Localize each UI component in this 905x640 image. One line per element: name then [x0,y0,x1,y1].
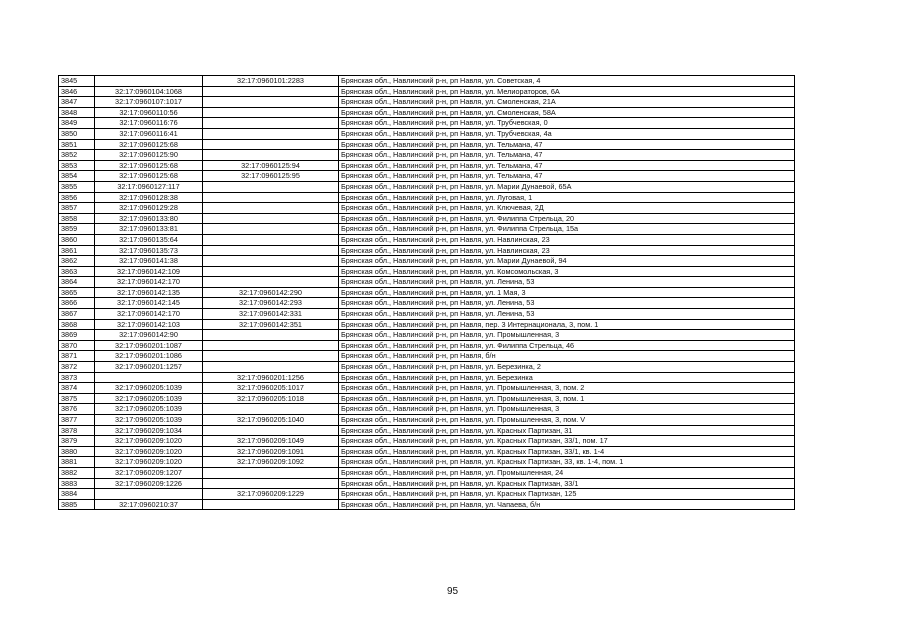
address-cell: Брянская обл., Навлинский р-н, рп Навля, ул. Мелиораторов, 6А [339,86,795,97]
object-cadastral-number-cell: 32:17:0960142:331 [203,309,339,320]
address-cell: Брянская обл., Навлинский р-н, рп Навля, ул. Ленина, 53 [339,277,795,288]
address-cell: Брянская обл., Навлинский р-н, рп Навля, ул. Советская, 4 [339,76,795,87]
row-number-cell: 3869 [59,330,95,341]
object-cadastral-number-cell [203,425,339,436]
table-row [59,436,795,447]
cadastral-number-cell [95,489,203,500]
cadastral-number-cell: 32:17:0960107:1017 [95,97,203,108]
address-cell: Брянская обл., Навлинский р-н, рп Навля, ул. Промышленная, 3, пом. 1 [339,393,795,404]
cadastral-number-cell: 32:17:0960209:1226 [95,478,203,489]
address-cell: Брянская обл., Навлинский р-н, рп Навля, ул. Березинка [339,372,795,383]
object-cadastral-number-cell: 32:17:0960205:1017 [203,383,339,394]
address-cell: Брянская обл., Навлинский р-н, рп Навля, ул. Красных Партизан, 33/1, пом. 17 [339,436,795,447]
address-cell: Брянская обл., Навлинский р-н, рп Навля, пер. 3 Интернационала, 3, пом. 1 [339,319,795,330]
cadastral-number-cell: 32:17:0960125:90 [95,150,203,161]
table-row [59,415,795,426]
address-cell: Брянская обл., Навлинский р-н, рп Навля, ул. Красных Партизан, 31 [339,425,795,436]
object-cadastral-number-cell: 32:17:0960209:1229 [203,489,339,500]
cadastral-number-cell: 32:17:0960209:1020 [95,436,203,447]
cadastral-number-cell: 32:17:0960201:1087 [95,340,203,351]
table-row [59,404,795,415]
cadastral-number-cell: 32:17:0960142:90 [95,330,203,341]
row-number-cell: 3850 [59,128,95,139]
address-cell: Брянская обл., Навлинский р-н, рп Навля, ул. Филиппа Стрельца, 20 [339,213,795,224]
row-number-cell: 3867 [59,309,95,320]
table-row [59,224,795,235]
cadastral-number-cell: 32:17:0960205:1039 [95,383,203,394]
object-cadastral-number-cell: 32:17:0960142:351 [203,319,339,330]
cadastral-number-cell: 32:17:0960142:135 [95,287,203,298]
cadastral-number-cell: 32:17:0960210:37 [95,499,203,510]
object-cadastral-number-cell: 32:17:0960205:1018 [203,393,339,404]
cadastral-number-cell: 32:17:0960110:56 [95,107,203,118]
row-number-cell: 3883 [59,478,95,489]
table-row [59,499,795,510]
address-cell: Брянская обл., Навлинский р-н, рп Навля, ул. Филиппа Стрельца, 15а [339,224,795,235]
object-cadastral-number-cell [203,467,339,478]
cadastral-number-cell [95,76,203,87]
object-cadastral-number-cell [203,181,339,192]
address-cell: Брянская обл., Навлинский р-н, рп Навля, ул. Тельмана, 47 [339,171,795,182]
address-cell: Брянская обл., Навлинский р-н, рп Навля, б/н [339,351,795,362]
row-number-cell: 3845 [59,76,95,87]
address-cell: Брянская обл., Навлинский р-н, рп Навля, ул. Промышленная, 3, пом. 2 [339,383,795,394]
table-row [59,319,795,330]
address-cell: Брянская обл., Навлинский р-н, рп Навля, ул. Красных Партизан, 125 [339,489,795,500]
object-cadastral-number-cell: 32:17:0960125:94 [203,160,339,171]
row-number-cell: 3873 [59,372,95,383]
object-cadastral-number-cell [203,266,339,277]
row-number-cell: 3858 [59,213,95,224]
address-cell: Брянская обл., Навлинский р-н, рп Навля, ул. Марии Дунаевой, 65А [339,181,795,192]
page-number: 95 [446,586,459,597]
table-row [59,245,795,256]
row-number-cell: 3866 [59,298,95,309]
cadastral-number-cell: 32:17:0960142:103 [95,319,203,330]
cadastral-number-cell: 32:17:0960127:117 [95,181,203,192]
cadastral-number-cell: 32:17:0960209:1207 [95,467,203,478]
table-row [59,97,795,108]
object-cadastral-number-cell [203,128,339,139]
cadastral-number-cell: 32:17:0960142:109 [95,266,203,277]
row-number-cell: 3861 [59,245,95,256]
row-number-cell: 3874 [59,383,95,394]
address-cell: Брянская обл., Навлинский р-н, рп Навля, ул. Смоленская, 21А [339,97,795,108]
table-row [59,467,795,478]
table-row [59,298,795,309]
object-cadastral-number-cell: 32:17:0960201:1256 [203,372,339,383]
row-number-cell: 3849 [59,118,95,129]
row-number-cell: 3854 [59,171,95,182]
row-number-cell: 3881 [59,457,95,468]
table-row [59,446,795,457]
object-cadastral-number-cell: 32:17:0960142:290 [203,287,339,298]
address-cell: Брянская обл., Навлинский р-н, рп Навля, ул. Комсомольская, 3 [339,266,795,277]
object-cadastral-number-cell [203,478,339,489]
address-cell: Брянская обл., Навлинский р-н, рп Навля, ул. Красных Партизан, 33, кв. 1-4, пом. 1 [339,457,795,468]
row-number-cell: 3857 [59,203,95,214]
object-cadastral-number-cell [203,118,339,129]
cadastral-number-cell: 32:17:0960142:145 [95,298,203,309]
address-cell: Брянская обл., Навлинский р-н, рп Навля, ул. Красных Партизан, 33/1 [339,478,795,489]
address-cell: Брянская обл., Навлинский р-н, рп Навля, ул. Промышленная, 3 [339,330,795,341]
address-cell: Брянская обл., Навлинский р-н, рп Навля, ул. 1 Мая, 3 [339,287,795,298]
table-row [59,457,795,468]
cadastral-number-cell: 32:17:0960205:1039 [95,393,203,404]
table-row [59,330,795,341]
object-cadastral-number-cell [203,97,339,108]
cadastral-number-cell: 32:17:0960116:76 [95,118,203,129]
object-cadastral-number-cell [203,86,339,97]
cadastral-number-cell: 32:17:0960135:64 [95,234,203,245]
object-cadastral-number-cell [203,277,339,288]
row-number-cell: 3852 [59,150,95,161]
table-row [59,287,795,298]
row-number-cell: 3864 [59,277,95,288]
cadastral-number-cell: 32:17:0960135:73 [95,245,203,256]
table-row [59,372,795,383]
object-cadastral-number-cell [203,107,339,118]
address-cell: Брянская обл., Навлинский р-н, рп Навля, ул. Чапаева, б/н [339,499,795,510]
address-cell: Брянская обл., Навлинский р-н, рп Навля, ул. Навлинская, 23 [339,245,795,256]
object-cadastral-number-cell: 32:17:0960205:1040 [203,415,339,426]
row-number-cell: 3870 [59,340,95,351]
cadastral-number-cell: 32:17:0960142:170 [95,277,203,288]
object-cadastral-number-cell [203,330,339,341]
object-cadastral-number-cell [203,404,339,415]
cadastral-number-cell: 32:17:0960116:41 [95,128,203,139]
address-cell: Брянская обл., Навлинский р-н, рп Навля, ул. Луговая, 1 [339,192,795,203]
cadastral-number-cell: 32:17:0960205:1039 [95,415,203,426]
table-row [59,478,795,489]
cadastral-number-cell: 32:17:0960133:80 [95,213,203,224]
row-number-cell: 3859 [59,224,95,235]
cadastral-number-cell [95,372,203,383]
table-row [59,351,795,362]
address-cell: Брянская обл., Навлинский р-н, рп Навля, ул. Тельмана, 47 [339,139,795,150]
table-row [59,192,795,203]
table-row [59,277,795,288]
address-cell: Брянская обл., Навлинский р-н, рп Навля, ул. Промышленная, 3, пом. V [339,415,795,426]
address-cell: Брянская обл., Навлинский р-н, рп Навля, ул. Филиппа Стрельца, 46 [339,340,795,351]
table-row [59,425,795,436]
property-registry-table [58,75,795,510]
address-cell: Брянская обл., Навлинский р-н, рп Навля, ул. Красных Партизан, 33/1, кв. 1-4 [339,446,795,457]
table-row [59,383,795,394]
table-row [59,107,795,118]
cadastral-number-cell: 32:17:0960104:1068 [95,86,203,97]
address-cell: Брянская обл., Навлинский р-н, рп Навля, ул. Промышленная, 24 [339,467,795,478]
table-row [59,489,795,500]
cadastral-number-cell: 32:17:0960201:1257 [95,362,203,373]
object-cadastral-number-cell: 32:17:0960142:293 [203,298,339,309]
object-cadastral-number-cell [203,203,339,214]
row-number-cell: 3877 [59,415,95,426]
cadastral-number-cell: 32:17:0960209:1020 [95,457,203,468]
row-number-cell: 3871 [59,351,95,362]
object-cadastral-number-cell [203,234,339,245]
object-cadastral-number-cell [203,256,339,267]
cadastral-number-cell: 32:17:0960125:68 [95,171,203,182]
object-cadastral-number-cell [203,213,339,224]
object-cadastral-number-cell [203,139,339,150]
row-number-cell: 3863 [59,266,95,277]
cadastral-number-cell: 32:17:0960142:170 [95,309,203,320]
object-cadastral-number-cell: 32:17:0960209:1092 [203,457,339,468]
table-row [59,213,795,224]
address-cell: Брянская обл., Навлинский р-н, рп Навля, ул. Ленина, 53 [339,298,795,309]
row-number-cell: 3868 [59,319,95,330]
cadastral-number-cell: 32:17:0960128:38 [95,192,203,203]
cadastral-number-cell: 32:17:0960125:68 [95,139,203,150]
row-number-cell: 3848 [59,107,95,118]
address-cell: Брянская обл., Навлинский р-н, рп Навля, ул. Трубчевская, 4а [339,128,795,139]
table-row [59,128,795,139]
cadastral-number-cell: 32:17:0960201:1086 [95,351,203,362]
address-cell: Брянская обл., Навлинский р-н, рп Навля, ул. Тельмана, 47 [339,160,795,171]
table-row [59,118,795,129]
row-number-cell: 3862 [59,256,95,267]
row-number-cell: 3880 [59,446,95,457]
row-number-cell: 3855 [59,181,95,192]
cadastral-number-cell: 32:17:0960125:68 [95,160,203,171]
address-cell: Брянская обл., Навлинский р-н, рп Навля, ул. Марии Дунаевой, 94 [339,256,795,267]
object-cadastral-number-cell: 32:17:0960101:2283 [203,76,339,87]
row-number-cell: 3847 [59,97,95,108]
object-cadastral-number-cell [203,340,339,351]
table-row [59,86,795,97]
row-number-cell: 3885 [59,499,95,510]
row-number-cell: 3875 [59,393,95,404]
address-cell: Брянская обл., Навлинский р-н, рп Навля, ул. Трубчевская, 0 [339,118,795,129]
row-number-cell: 3876 [59,404,95,415]
row-number-cell: 3878 [59,425,95,436]
table-row [59,139,795,150]
table-row [59,181,795,192]
row-number-cell: 3872 [59,362,95,373]
cadastral-number-cell: 32:17:0960209:1034 [95,425,203,436]
cadastral-number-cell: 32:17:0960133:81 [95,224,203,235]
address-cell: Брянская обл., Навлинский р-н, рп Навля, ул. Ленина, 53 [339,309,795,320]
object-cadastral-number-cell [203,499,339,510]
table-row [59,393,795,404]
row-number-cell: 3856 [59,192,95,203]
address-cell: Брянская обл., Навлинский р-н, рп Навля, ул. Березинка, 2 [339,362,795,373]
table-row [59,150,795,161]
table-row [59,203,795,214]
cadastral-number-cell: 32:17:0960205:1039 [95,404,203,415]
row-number-cell: 3865 [59,287,95,298]
address-cell: Брянская обл., Навлинский р-н, рп Навля, ул. Навлинская, 23 [339,234,795,245]
address-cell: Брянская обл., Навлинский р-н, рп Навля, ул. Промышленная, 3 [339,404,795,415]
object-cadastral-number-cell: 32:17:0960209:1049 [203,436,339,447]
table-row [59,256,795,267]
row-number-cell: 3853 [59,160,95,171]
address-cell: Брянская обл., Навлинский р-н, рп Навля, ул. Ключевая, 2Д [339,203,795,214]
cadastral-number-cell: 32:17:0960141:38 [95,256,203,267]
row-number-cell: 3884 [59,489,95,500]
row-number-cell: 3879 [59,436,95,447]
row-number-cell: 3860 [59,234,95,245]
table-row [59,234,795,245]
object-cadastral-number-cell [203,150,339,161]
object-cadastral-number-cell [203,224,339,235]
table-row [59,171,795,182]
table-row [59,340,795,351]
object-cadastral-number-cell [203,192,339,203]
table-row [59,309,795,320]
object-cadastral-number-cell: 32:17:0960209:1091 [203,446,339,457]
object-cadastral-number-cell [203,351,339,362]
cadastral-number-cell: 32:17:0960129:28 [95,203,203,214]
registry-table-body [59,76,795,510]
table-row [59,76,795,87]
cadastral-number-cell: 32:17:0960209:1020 [95,446,203,457]
object-cadastral-number-cell [203,362,339,373]
row-number-cell: 3882 [59,467,95,478]
row-number-cell: 3846 [59,86,95,97]
table-row [59,266,795,277]
address-cell: Брянская обл., Навлинский р-н, рп Навля, ул. Смоленская, 58А [339,107,795,118]
table-row [59,362,795,373]
row-number-cell: 3851 [59,139,95,150]
object-cadastral-number-cell: 32:17:0960125:95 [203,171,339,182]
object-cadastral-number-cell [203,245,339,256]
table-row [59,160,795,171]
address-cell: Брянская обл., Навлинский р-н, рп Навля, ул. Тельмана, 47 [339,150,795,161]
